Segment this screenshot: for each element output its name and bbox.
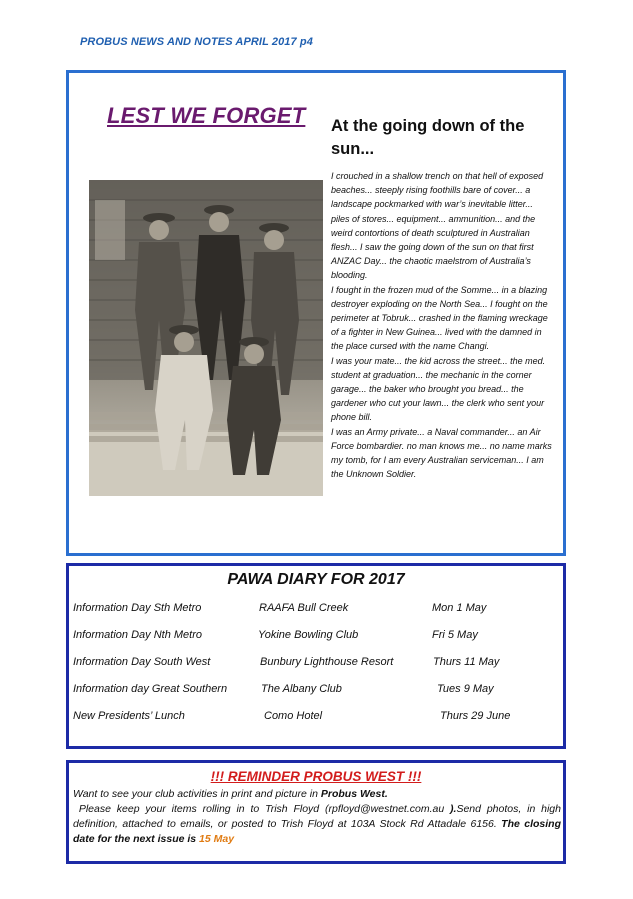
diary-panel	[66, 563, 566, 749]
reminder-line1-text: Want to see your club activities in print and picture in	[73, 788, 321, 800]
reminder-line2-text: Please keep your items rolling in to Trish Floyd (rpfloyd@westnet.com.au	[78, 803, 451, 815]
reminder-line1	[73, 787, 561, 802]
diary-row	[69, 629, 563, 645]
closing-date: 15 May	[199, 833, 235, 845]
anzac-panel	[66, 70, 566, 556]
diary-venue: Yokine Bowling Club	[258, 629, 359, 641]
diary-date: Thurs 29 June	[440, 710, 511, 722]
reminder-text	[73, 787, 561, 847]
poem-text	[331, 169, 553, 481]
diary-event: Information Day South West	[73, 656, 211, 668]
reminder-line2-bold: ).	[450, 803, 457, 815]
poem-paragraph: I crouched in a shallow trench on that hell of exposed beaches... steeply rising foothills bare of cover... a landscape pockmarked with war’s inevitable litter... piles of stores... equipment... ammunition... and the weird contortions of death sculptured in Australian flesh... I saw the going down of the sun on that first ANZAC Day... the chaotic maelstrom of Australia’s blooding.	[331, 171, 544, 281]
reminder-title: !!! REMINDER PROBUS WEST !!!	[210, 769, 422, 784]
diary-date: Tues 9 May	[437, 683, 494, 695]
poem-paragraph: I fought in the frozen mud of the Somme... in a blazing destroyer exploding on the North Sea... I fought on the perimeter at Tobruk... crashed in the flaming wreckage of a fighter in New Guinea... lived with the damned in the place cursed with the name Changi.	[331, 284, 548, 352]
diary-venue: Bunbury Lighthouse Resort	[260, 656, 394, 668]
page-header: PROBUS NEWS AND NOTES APRIL 2017 p4	[80, 36, 313, 48]
diary-venue: RAAFA Bull Creek	[259, 602, 349, 614]
diary-row	[69, 656, 563, 672]
diary-date: Fri 5 May	[432, 629, 478, 641]
lest-we-forget-heading: LEST WE FORGET	[107, 103, 306, 128]
diary-event: Information Day Sth Metro	[73, 602, 202, 614]
diary-row	[69, 602, 563, 618]
diary-title: PAWA DIARY FOR 2017	[227, 571, 405, 588]
diary-row	[69, 683, 563, 699]
reminder-line2	[73, 802, 561, 847]
diary-event: Information day Great Southern	[73, 683, 228, 695]
poem-title: At the going down of the sun...	[331, 117, 525, 158]
diary-event: New Presidents’ Lunch	[73, 710, 185, 722]
diary-row	[69, 710, 563, 726]
reminder-line1-bold: Probus West.	[320, 788, 388, 800]
closing-date-label: The closing date for the next issue is	[73, 818, 561, 845]
diary-date: Mon 1 May	[432, 602, 487, 614]
reminder-line2-text2: Send photos, in high definition, attached to emails, or posted to Trish Floyd at 103A Stock Rd Attadale 6156.	[73, 803, 561, 830]
reminder-panel	[66, 760, 566, 864]
poem-paragraph: I was an Army private... a Naval commander... an Air Force bombardier. no man knows me... no name marks my tomb, for I am every Australian serviceman... I am the Unknown Soldier.	[331, 426, 552, 480]
diary-event: Information Day Nth Metro	[73, 629, 202, 641]
soldiers-photo	[89, 180, 323, 496]
diary-venue: Como Hotel	[264, 710, 323, 722]
diary-date: Thurs 11 May	[433, 656, 500, 668]
diary-venue: The Albany Club	[261, 683, 342, 695]
poem-paragraph: I was your mate... the kid across the street... the med. student at graduation... the mechanic in the corner garage... the baker who brought you bread... the gardener who cut your lawn... the clerk who sent your phone bill.	[331, 355, 546, 423]
